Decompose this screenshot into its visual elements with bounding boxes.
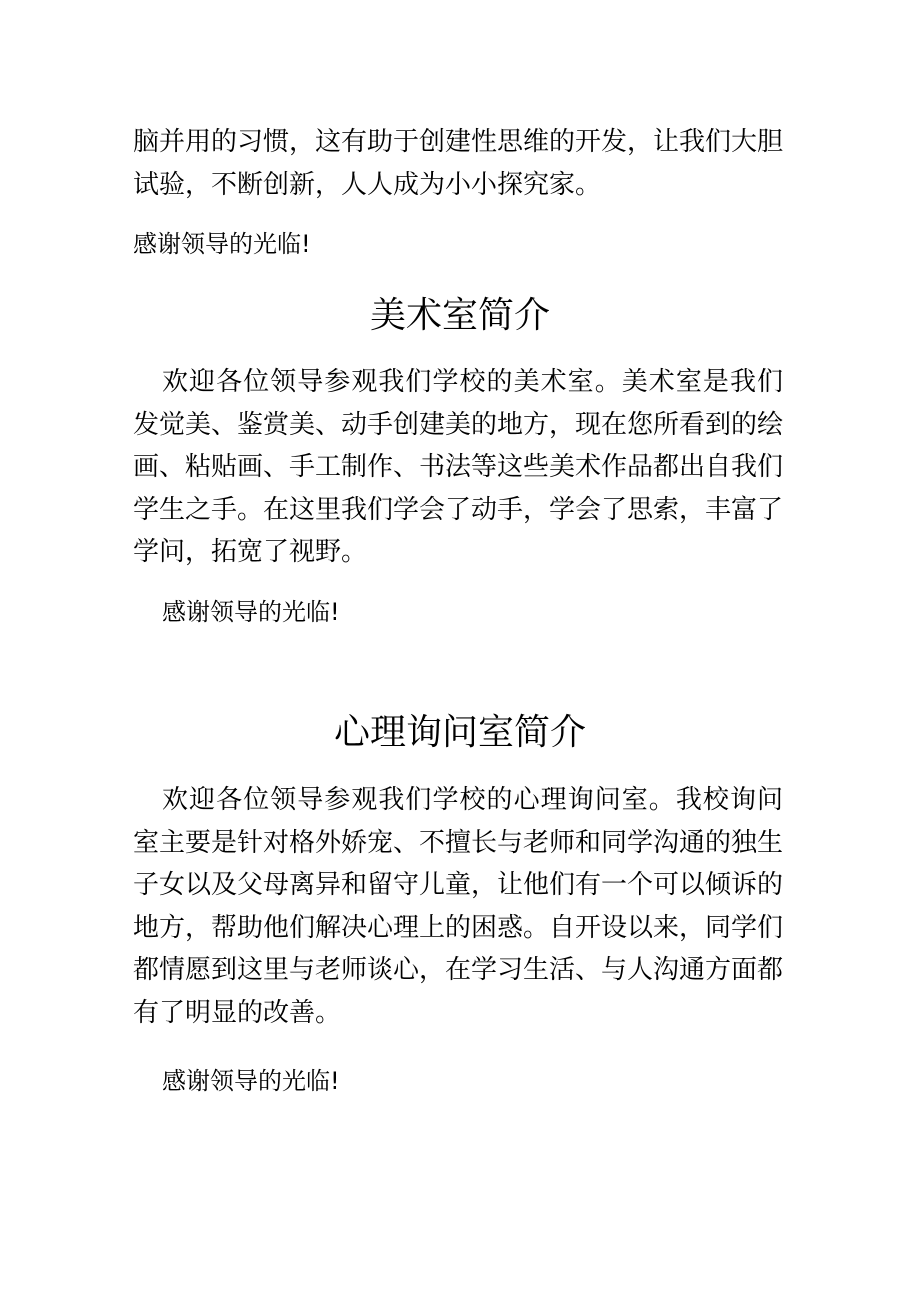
counseling-room-title: 心理询问室简介 xyxy=(333,712,586,753)
art-room-paragraph: 欢迎各位领导参观我们学校的美术室。美术室是我们发觉美、鉴赏美、动手创建美的地方，现在您所看到的绘画、粘贴画、手工制作、书法等这些美术作品都出自我们学生之手。在这里我们学会了动手，学会了思索，丰富了学问，拓宽了视野。 xyxy=(133,367,784,567)
counseling-room-thanks: 感谢领导的光临! xyxy=(162,1067,340,1095)
art-room-title: 美术室简介 xyxy=(369,295,550,336)
continuation-thanks: 感谢领导的光临! xyxy=(133,230,311,258)
art-room-thanks: 感谢领导的光临! xyxy=(162,598,340,626)
counseling-room-paragraph: 欢迎各位领导参观我们学校的心理询问室。我校询问室主要是针对格外娇宠、不擅长与老师和同学沟通的独生子女以及父母离异和留守儿童，让他们有一个可以倾诉的地方，帮助他们解决心理上的困惑。自开设以来，同学们都情愿到这里与老师谈心，在学习生活、与人沟通方面都有了明显的改善。 xyxy=(133,785,784,1028)
continuation-paragraph: 脑并用的习惯，这有助于创建性思维的开发，让我们大胆试验，不断创新，人人成为小小探究家。 xyxy=(133,127,784,200)
